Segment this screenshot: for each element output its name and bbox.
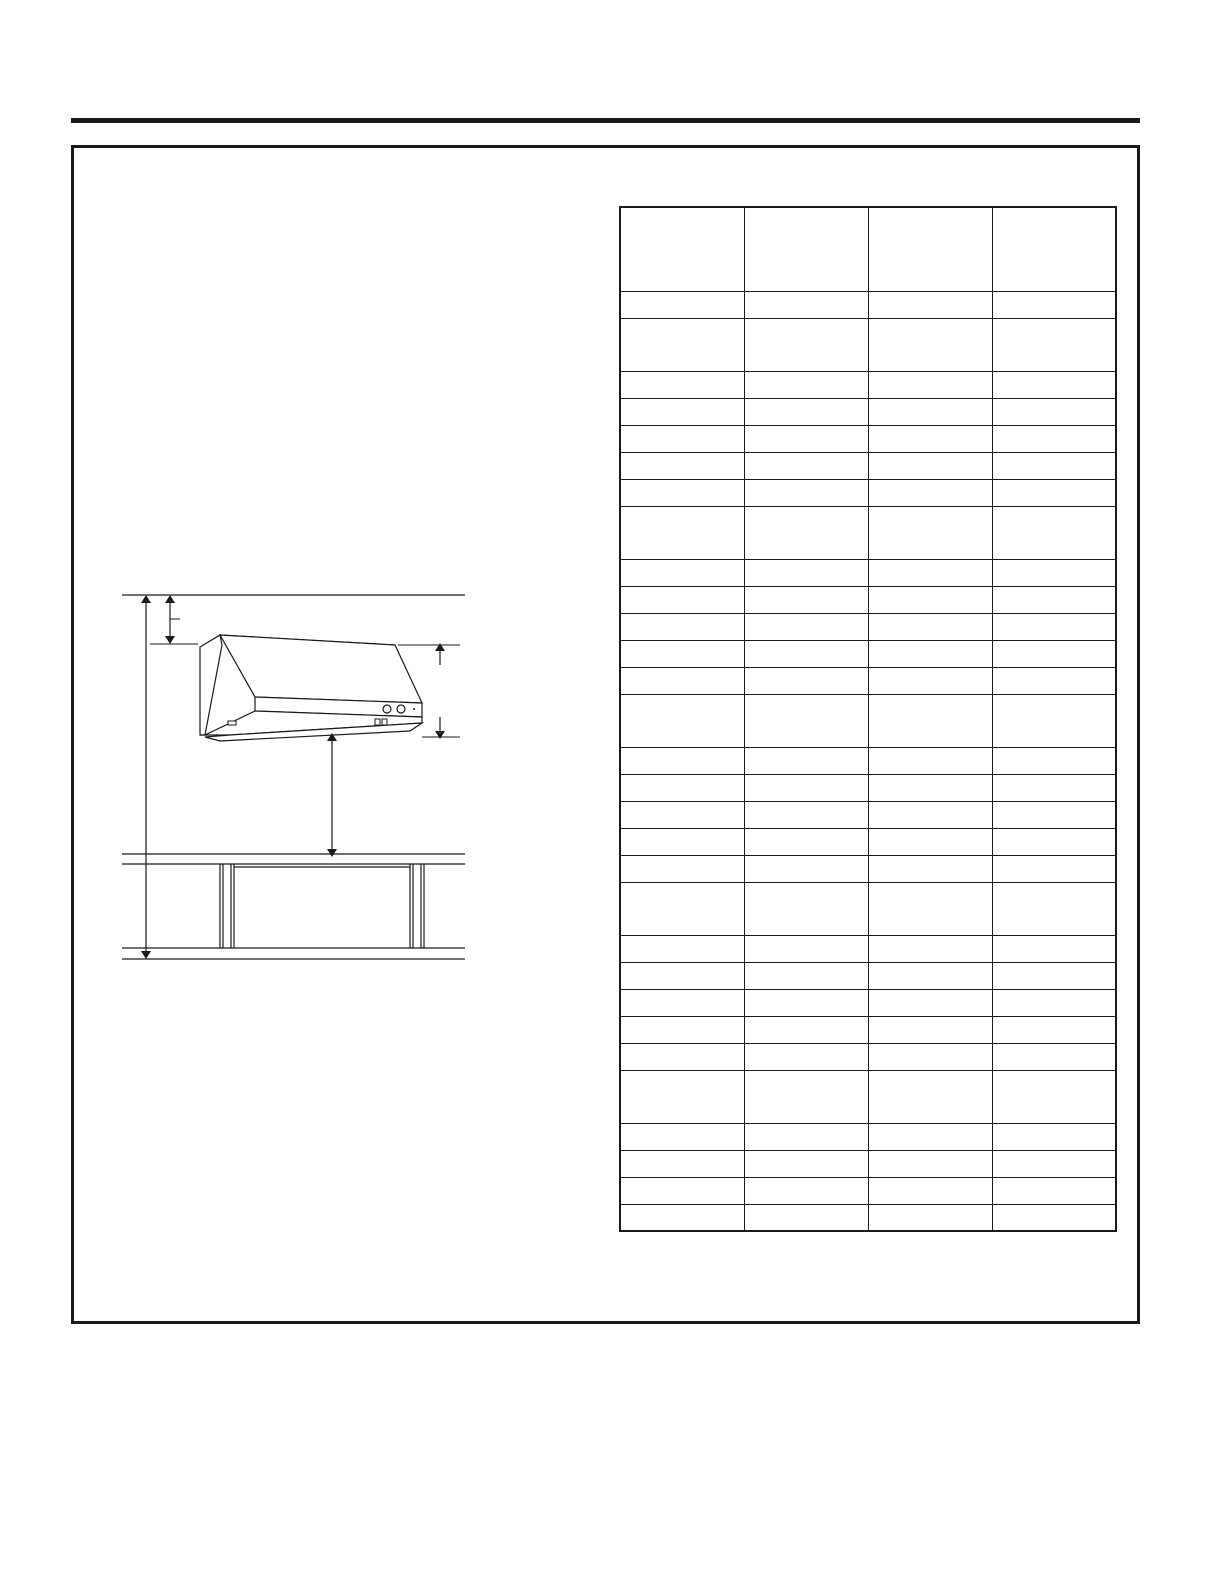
table-row: [620, 1016, 1116, 1043]
table-cell: [868, 1043, 992, 1070]
table-cell: [620, 882, 744, 935]
table-row: [620, 855, 1116, 882]
table-header-row: [620, 207, 1116, 291]
table-cell: [868, 613, 992, 640]
table-cell: [620, 1150, 744, 1177]
hood-light-left: [228, 721, 236, 725]
table-cell: [620, 1177, 744, 1204]
table-cell: [868, 774, 992, 801]
table-cell: [868, 962, 992, 989]
table-cell: [744, 1016, 868, 1043]
table-cell: [620, 640, 744, 667]
table-cell: [992, 452, 1116, 479]
table-cell: [620, 935, 744, 962]
table-cell: [992, 1016, 1116, 1043]
table-row: [620, 962, 1116, 989]
hood-switch-right: [382, 719, 387, 725]
table-cell: [868, 1070, 992, 1123]
table-cell: [744, 1150, 868, 1177]
range-hood-installation-diagram: [110, 585, 480, 975]
table-cell: [868, 855, 992, 882]
table-cell: [992, 1043, 1116, 1070]
table-cell: [992, 371, 1116, 398]
table-cell: [992, 1177, 1116, 1204]
table-cell: [992, 291, 1116, 318]
table-cell: [992, 935, 1116, 962]
table-cell: [868, 882, 992, 935]
table-cell: [620, 479, 744, 506]
table-cell: [744, 828, 868, 855]
table-cell: [868, 318, 992, 371]
table-row: [620, 452, 1116, 479]
table-row: [620, 586, 1116, 613]
table-header-cell: [620, 207, 744, 291]
table-row: [620, 291, 1116, 318]
table-cell: [868, 1177, 992, 1204]
table-cell: [868, 506, 992, 559]
table-cell: [744, 479, 868, 506]
table-cell: [868, 935, 992, 962]
hood-knob-left: [383, 705, 391, 713]
table-cell: [620, 425, 744, 452]
table-cell: [744, 774, 868, 801]
table-cell: [868, 1016, 992, 1043]
table-cell: [744, 1204, 868, 1231]
table-cell: [744, 318, 868, 371]
table-row: [620, 747, 1116, 774]
table-cell: [868, 801, 992, 828]
table-row: [620, 935, 1116, 962]
table-cell: [868, 586, 992, 613]
table-row: [620, 1150, 1116, 1177]
table-cell: [868, 747, 992, 774]
table-cell: [992, 828, 1116, 855]
table-cell: [744, 989, 868, 1016]
hood-indicator: [413, 708, 415, 710]
table-cell: [992, 586, 1116, 613]
table-cell: [992, 855, 1116, 882]
table-cell: [992, 1204, 1116, 1231]
table-cell: [868, 1150, 992, 1177]
table-cell: [992, 747, 1116, 774]
table-cell: [744, 291, 868, 318]
table-cell: [744, 1123, 868, 1150]
table-cell: [744, 640, 868, 667]
table-cell: [744, 506, 868, 559]
table-cell: [992, 1123, 1116, 1150]
hood-switch-left: [375, 719, 380, 725]
table-cell: [992, 318, 1116, 371]
table-cell: [620, 747, 744, 774]
table-row: [620, 1204, 1116, 1231]
table-cell: [868, 371, 992, 398]
table-cell: [620, 291, 744, 318]
table-cell: [992, 425, 1116, 452]
table-cell: [620, 1043, 744, 1070]
table-header-cell: [868, 207, 992, 291]
table-cell: [620, 667, 744, 694]
table-header-cell: [744, 207, 868, 291]
hood-knob-right: [397, 705, 405, 713]
table-cell: [744, 747, 868, 774]
table-cell: [620, 559, 744, 586]
table-cell: [744, 1043, 868, 1070]
table-row: [620, 479, 1116, 506]
diagram-svg: [110, 585, 480, 975]
table-row: [620, 559, 1116, 586]
specification-table: [619, 206, 1117, 1232]
table-cell: [620, 694, 744, 747]
table-cell: [868, 291, 992, 318]
table-row: [620, 1043, 1116, 1070]
table-cell: [620, 506, 744, 559]
table-cell: [620, 1016, 744, 1043]
table-cell: [992, 559, 1116, 586]
table-row: [620, 694, 1116, 747]
table-cell: [620, 452, 744, 479]
table-row: [620, 828, 1116, 855]
table-row: [620, 882, 1116, 935]
table-cell: [744, 371, 868, 398]
table-row: [620, 640, 1116, 667]
table-cell: [868, 398, 992, 425]
table-cell: [992, 1070, 1116, 1123]
table-cell: [992, 667, 1116, 694]
table-cell: [620, 318, 744, 371]
table-cell: [620, 855, 744, 882]
table-cell: [620, 586, 744, 613]
table-cell: [868, 1123, 992, 1150]
table-cell: [744, 935, 868, 962]
table-cell: [744, 855, 868, 882]
table-cell: [992, 989, 1116, 1016]
table-cell: [620, 989, 744, 1016]
table-cell: [992, 398, 1116, 425]
table-row: [620, 371, 1116, 398]
table-row: [620, 774, 1116, 801]
table-cell: [868, 989, 992, 1016]
table-cell: [744, 801, 868, 828]
table-row: [620, 1177, 1116, 1204]
table-cell: [992, 613, 1116, 640]
table-row: [620, 398, 1116, 425]
table-cell: [744, 613, 868, 640]
table-header-cell: [992, 207, 1116, 291]
table-cell: [744, 398, 868, 425]
table-row: [620, 318, 1116, 371]
table-row: [620, 989, 1116, 1016]
table-cell: [744, 1177, 868, 1204]
table-cell: [868, 452, 992, 479]
table-cell: [744, 452, 868, 479]
table-cell: [868, 667, 992, 694]
header-rule: [71, 118, 1140, 123]
table-cell: [620, 371, 744, 398]
table-row: [620, 801, 1116, 828]
table-cell: [992, 506, 1116, 559]
table-cell: [620, 962, 744, 989]
table-cell: [744, 425, 868, 452]
table-cell: [992, 962, 1116, 989]
table-cell: [620, 613, 744, 640]
table-cell: [620, 1204, 744, 1231]
table-cell: [868, 640, 992, 667]
table-cell: [744, 559, 868, 586]
table-row: [620, 1070, 1116, 1123]
table-cell: [620, 801, 744, 828]
table-row: [620, 506, 1116, 559]
table-cell: [620, 774, 744, 801]
table-cell: [620, 1123, 744, 1150]
table-row: [620, 667, 1116, 694]
table-cell: [868, 559, 992, 586]
table-cell: [744, 962, 868, 989]
table-cell: [744, 1070, 868, 1123]
table-cell: [992, 774, 1116, 801]
table-cell: [868, 425, 992, 452]
table-body: [620, 291, 1116, 1231]
table-cell: [992, 694, 1116, 747]
table-cell: [992, 640, 1116, 667]
table-cell: [744, 694, 868, 747]
table-row: [620, 613, 1116, 640]
table-cell: [744, 667, 868, 694]
table-cell: [744, 882, 868, 935]
table-cell: [992, 1150, 1116, 1177]
table-row: [620, 1123, 1116, 1150]
table-cell: [868, 479, 992, 506]
table-cell: [620, 398, 744, 425]
table-cell: [620, 828, 744, 855]
table-row: [620, 425, 1116, 452]
table-cell: [992, 801, 1116, 828]
table-cell: [868, 694, 992, 747]
table-cell: [992, 479, 1116, 506]
base-cabinets: [220, 864, 424, 948]
table-cell: [744, 586, 868, 613]
table-cell: [868, 828, 992, 855]
table-cell: [620, 1070, 744, 1123]
table-cell: [992, 882, 1116, 935]
table-cell: [868, 1204, 992, 1231]
